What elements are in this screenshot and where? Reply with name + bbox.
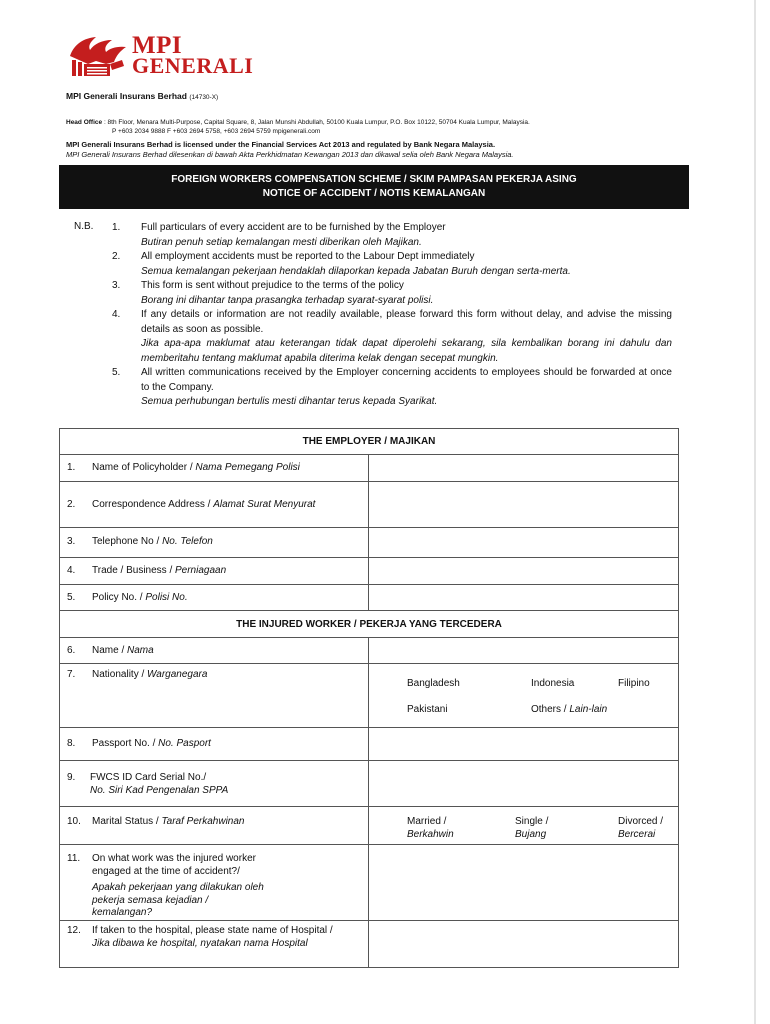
license-malay: MPI Generali Insurans Berhad dilesenkan di bawah Akta Perkhidmatan Kewangan 2013 dan dikawal selia oleh Bank Negara Malaysia. (66, 150, 514, 159)
question-english: Marital Status / (92, 816, 162, 827)
single-malay: Bujang (515, 828, 547, 840)
question-number: 6. (67, 645, 76, 656)
question-label (92, 536, 364, 549)
question-english: Policy No. / (92, 592, 146, 603)
nationality-option-bangladesh[interactable]: Bangladesh (407, 678, 460, 689)
question-english: Telephone No / (92, 536, 163, 547)
worker-name-field[interactable] (368, 638, 678, 663)
question-malay: Warganegara (147, 669, 208, 680)
others-english: Others / (531, 704, 570, 715)
note-malay: Semua kemalangan pekerjaan hendaklah dilaporkan kepada Jabatan Buruh dengan serta-merta. (141, 265, 571, 277)
trade-business-field[interactable] (368, 558, 678, 584)
question-label (92, 645, 364, 658)
question-english: Name of Policyholder / (92, 462, 196, 473)
question-malay: No. Telefon (162, 536, 213, 547)
winged-lion-icon (66, 34, 128, 78)
worker-section-heading: THE INJURED WORKER / PEKERJA YANG TERCEDERA (60, 611, 678, 638)
nationality-option-others[interactable] (531, 704, 607, 717)
form-row-trade (60, 558, 678, 585)
others-malay: Lain-lain (569, 704, 608, 715)
form-row-policy-no (60, 585, 678, 611)
accident-form-table (59, 428, 679, 968)
question-malay: No. Siri Kad Pengenalan SPPA (90, 784, 229, 796)
question-number: 7. (67, 669, 76, 680)
form-row-policyholder (60, 455, 678, 482)
divorced-english: Divorced / (618, 816, 664, 827)
question-malay: Apakah pekerjaan yang dilakukan oleh pekerja semasa kejadian / kemalangan? (92, 882, 264, 918)
brand-name-line1: MPI (132, 32, 183, 59)
question-number: 8. (67, 738, 76, 749)
question-english: Correspondence Address / (92, 499, 214, 510)
note-number: 4. (112, 309, 121, 320)
head-office (66, 118, 530, 136)
form-row-worker-name (60, 638, 678, 664)
question-number: 1. (67, 462, 76, 473)
question-english: Passport No. / (92, 738, 159, 749)
head-office-contacts: P +603 2034 9888 F +603 2694 5758, +603 2694 5759 mpigenerali.com (112, 128, 321, 135)
telephone-field[interactable] (368, 528, 678, 557)
question-number: 3. (67, 536, 76, 547)
question-english: Nationality / (92, 669, 148, 680)
divorced-malay: Bercerai (618, 828, 656, 840)
correspondence-address-field[interactable] (368, 482, 678, 527)
question-malay: Taraf Perkahwinan (161, 816, 245, 827)
form-row-work-engaged (60, 845, 678, 921)
head-office-label: Head Office (66, 119, 103, 126)
company-registration: (14730-X) (189, 94, 219, 101)
note-item (112, 250, 672, 279)
question-english: Name / (92, 645, 128, 656)
work-engaged-field[interactable] (368, 845, 678, 920)
question-label (90, 772, 364, 797)
question-number: 9. (67, 772, 76, 783)
married-malay: Berkahwin (407, 828, 454, 840)
note-number: 1. (112, 222, 121, 233)
marital-status-options (368, 807, 678, 844)
marital-option-married[interactable] (407, 816, 454, 841)
fwcs-id-serial-field[interactable] (368, 761, 678, 806)
question-number: 5. (67, 592, 76, 603)
nationality-option-pakistani[interactable]: Pakistani (407, 704, 448, 715)
note-item (112, 279, 672, 308)
head-office-address: : 8th Floor, Menara Multi-Purpose, Capital Square, 8, Jalan Munshi Abdullah, 50100 Kuala Lumpur, P.O. Box 10122, 50704 Kuala Lumpur, Malaysia. (103, 119, 530, 126)
note-malay: Borang ini dihantar tanpa prasangka terhadap syarat-syarat polisi. (141, 294, 434, 306)
note-item (112, 221, 672, 250)
question-malay: No. Pasport (158, 738, 211, 749)
question-malay: Jika dibawa ke hospital, nyatakan nama Hospital (92, 937, 308, 949)
question-number: 10. (67, 816, 81, 827)
note-english: All written communications received by the Employer concerning accidents to employees should be forwarded at once to the Company. (141, 367, 672, 393)
question-malay: Polisi No. (145, 592, 188, 603)
question-malay: Nama (127, 645, 154, 656)
married-english: Married / (407, 816, 447, 827)
question-label (92, 669, 364, 682)
form-title-banner (59, 165, 689, 209)
note-item (112, 366, 672, 410)
form-row-telephone (60, 528, 678, 558)
brand-name-line2: GENERALI (132, 53, 254, 78)
question-label (92, 462, 364, 475)
nb-label: N.B. (74, 221, 94, 232)
question-number: 12. (67, 925, 81, 936)
question-label (92, 565, 364, 578)
question-label (92, 925, 364, 950)
passport-number-field[interactable] (368, 728, 678, 760)
nationality-option-indonesia[interactable]: Indonesia (531, 678, 575, 689)
question-label (92, 592, 364, 605)
nationality-options (368, 664, 678, 727)
note-number: 3. (112, 280, 121, 291)
license-statement (66, 140, 514, 160)
marital-option-single[interactable] (515, 816, 548, 841)
question-label (92, 738, 364, 751)
note-english: This form is sent without prejudice to the terms of the policy (141, 280, 404, 291)
question-label (92, 816, 364, 829)
form-row-address (60, 482, 678, 528)
question-number: 2. (67, 499, 76, 510)
question-english: If taken to the hospital, please state name of Hospital / (92, 925, 333, 936)
form-title-line1: FOREIGN WORKERS COMPENSATION SCHEME / SKIM PAMPASAN PEKERJA ASING (171, 174, 577, 185)
note-item (112, 308, 672, 366)
nationality-option-filipino[interactable]: Filipino (618, 678, 650, 689)
note-number: 5. (112, 367, 121, 378)
company-name-text: MPI Generali Insurans Berhad (66, 91, 187, 101)
form-title-line2: NOTICE OF ACCIDENT / NOTIS KEMALANGAN (262, 188, 486, 199)
note-english: All employment accidents must be reported to the Labour Dept immediately (141, 251, 475, 262)
form-row-fwcs-id (60, 761, 678, 807)
question-english: FWCS ID Card Serial No./ (90, 772, 207, 783)
page-edge (754, 0, 756, 1024)
question-number: 11. (67, 853, 81, 864)
marital-option-divorced[interactable] (618, 816, 663, 841)
question-malay: Perniagaan (175, 565, 227, 576)
company-name (66, 91, 218, 101)
question-english: Trade / Business / (92, 565, 175, 576)
question-english: On what work was the injured worker engaged at the time of accident?/ (92, 853, 256, 877)
note-number: 2. (112, 251, 121, 262)
note-english: Full particulars of every accident are to be furnished by the Employer (141, 222, 446, 233)
mpi-generali-logo (66, 32, 254, 78)
license-english: MPI Generali Insurans Berhad is licensed under the Financial Services Act 2013 and regulated by Bank Negara Malaysia. (66, 140, 496, 149)
single-english: Single / (515, 816, 549, 827)
form-row-passport (60, 728, 678, 761)
form-row-hospital (60, 921, 678, 967)
policyholder-name-field[interactable] (368, 455, 678, 481)
employer-section-heading: THE EMPLOYER / MAJIKAN (60, 429, 678, 455)
question-label (92, 499, 364, 512)
note-english: If any details or information are not readily available, please forward this form without delay, and advise the missing details as soon as possible. (141, 309, 672, 335)
notes-list (112, 221, 672, 410)
hospital-name-field[interactable] (368, 921, 678, 967)
note-malay: Butiran penuh setiap kemalangan mesti diberikan oleh Majikan. (141, 236, 422, 248)
form-row-marital-status (60, 807, 678, 845)
question-malay: Nama Pemegang Polisi (195, 462, 300, 473)
note-malay: Semua perhubungan bertulis mesti dihantar terus kepada Syarikat. (141, 396, 438, 407)
question-malay: Alamat Surat Menyurat (213, 499, 316, 510)
note-malay: Jika apa-apa maklumat atau keterangan tidak dapat diperolehi sekarang, sila kembalikan borang ini dahulu dan memberitahu tentang maklumat apabila diterima kelak dengan secepat mungkin. (141, 338, 672, 364)
question-label (92, 853, 268, 920)
question-number: 4. (67, 565, 76, 576)
form-row-nationality (60, 664, 678, 728)
policy-number-field[interactable] (368, 585, 678, 610)
